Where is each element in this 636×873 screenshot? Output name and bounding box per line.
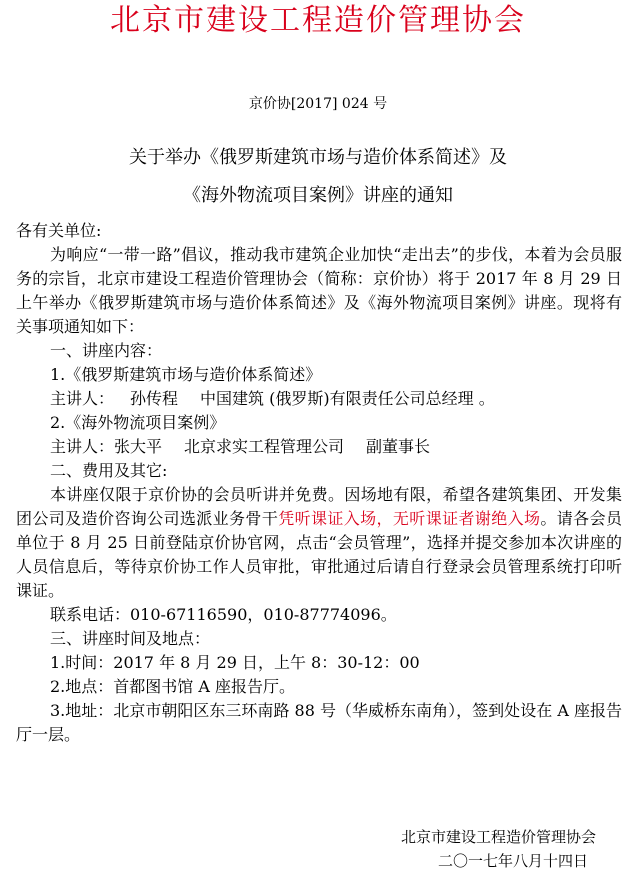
lecture-1-title: 1.《俄罗斯建筑市场与造价体系简述》 (50, 365, 322, 384)
lecture-place: 2.地点：首都图书馆 A 座报告厅。 (50, 677, 295, 696)
lecture-2-speaker (16, 435, 622, 459)
speaker-name: 孙传程 (130, 389, 179, 408)
speaker-org: 中国建筑 (俄罗斯)有限责任公司总经理 。 (200, 389, 495, 408)
lecture-1-speaker (16, 387, 622, 411)
fee-paragraph (16, 483, 622, 603)
speaker-label: 主讲人： (50, 389, 115, 408)
lecture-time: 1.时间：2017 年 8 月 29 日，上午 8：30-12：00 (50, 653, 420, 672)
admission-warning: 凭听课证入场，无听课证者谢绝入场 (278, 509, 541, 528)
signature-date: 二〇一七年八月十四日 (437, 852, 588, 870)
section-3-heading: 三、讲座时间及地点： (50, 629, 211, 648)
fee-text-2: 。请各会员单位于 8 月 25 日前登陆京价协官网，点击“会员管理”，选择并提交参加本次讲座的人员信息后，等待京价协工作人员审批，审批通过后请自行登录会员管理系统打印听课证。 (16, 509, 622, 600)
lecture-2-title: 2.《海外物流项目案例》 (50, 413, 226, 432)
salutation: 各有关单位: (16, 221, 102, 240)
speaker-name: 张大平 (114, 437, 163, 456)
lecture-address: 3.地址：北京市朝阳区东三环南路 88 号（华威桥东南角），签到处设在 A 座报告厅一层。 (16, 701, 622, 744)
subject-line-2: 《海外物流项目案例》讲座的通知 (183, 185, 453, 206)
signature-block (401, 825, 596, 873)
signature-org: 北京市建设工程造价管理协会 (400, 828, 596, 846)
speaker-org: 北京求实工程管理公司 (184, 437, 345, 456)
notice-body (16, 219, 622, 747)
intro-paragraph: 为响应“一带一路”倡议，推动我市建筑企业加快“走出去”的步伐，本着为会员服务的宗旨，北京市建设工程造价管理协会（简称：京价协）将于 2017 年 8 月 29 日上午举办《俄罗斯建筑市场与造价体系简述》及《海外物流项目案例》讲座。现将有关事项通知如下： (16, 245, 622, 336)
speaker-label: 主讲人： (50, 437, 115, 456)
doc-number: 京价协[2017] 024 号 (248, 96, 388, 112)
section-2-heading: 二、费用及其它: (50, 461, 168, 480)
section-1-heading: 一、讲座内容： (50, 341, 163, 360)
contact-phone: 联系电话：010-67116590，010-87774096。 (50, 605, 397, 624)
speaker-role: 副董事长 (366, 437, 431, 456)
org-title: 北京市建设工程造价管理协会 (110, 3, 526, 38)
fee-text-1: 本讲座仅限于京价协的会员听讲并免费。因场地有限，希望各建筑集团、开发集团公司及造价咨询公司选派业务骨干 (16, 485, 622, 528)
subject-line-1: 关于举办《俄罗斯建筑市场与造价体系简述》及 (129, 147, 507, 168)
